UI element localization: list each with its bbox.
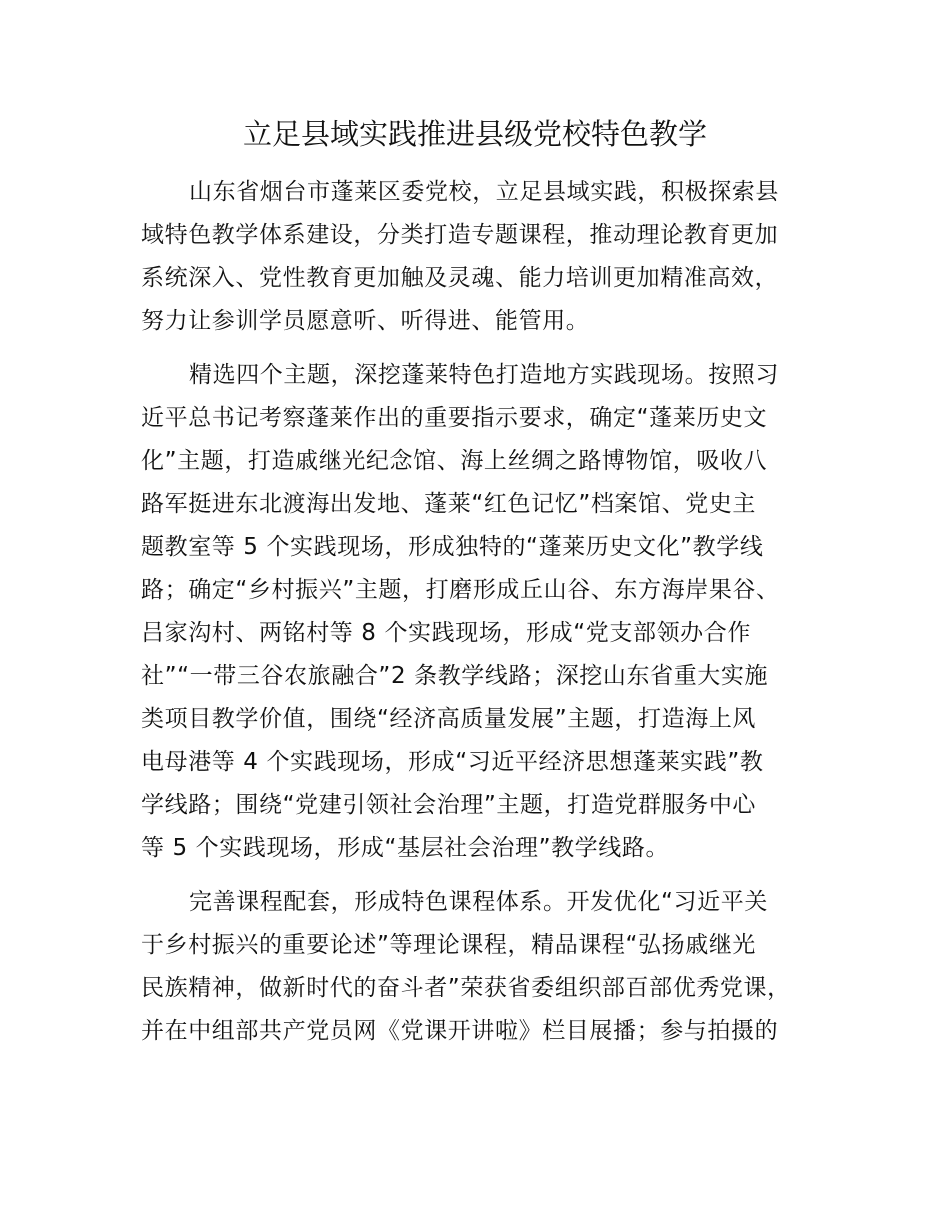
text-line: 路；确定“乡村振兴”主题，打磨形成丘山谷、东方海岸果谷、 [141, 577, 780, 603]
paragraph-course-system [141, 881, 813, 1053]
text-line: 路军挺进东北渡海出发地、蓬莱“红色记忆”档案馆、党史主 [141, 491, 757, 517]
paragraph-intro [141, 171, 813, 343]
text-line: 民族精神，做新时代的奋斗者”荣获省委组织部百部优秀党课， [141, 975, 791, 1001]
text-line: 近平总书记考察蓬莱作出的重要指示要求，确定“蓬莱历史文 [141, 405, 768, 431]
text-line: 电母港等 4 个实践现场，形成“习近平经济思想蓬莱实践”教 [141, 749, 764, 775]
text-line: 学线路；围绕“党建引领社会治理”主题，打造党群服务中心 [141, 792, 757, 818]
text-line: 化”主题，打造戚继光纪念馆、海上丝绸之路博物馆，吸收八 [141, 448, 768, 474]
text-line: 系统深入、党性教育更加触及灵魂、能力培训更加精准高效， [141, 265, 779, 291]
document-title: 立足县域实践推进县级党校特色教学 [242, 117, 707, 151]
text-line: 精选四个主题，深挖蓬莱特色打造地方实践现场。按照习 [189, 362, 779, 388]
text-line: 于乡村振兴的重要论述”等理论课程，精品课程“弘扬戚继光 [141, 932, 757, 958]
text-line: 等 5 个实践现场，形成“基层社会治理”教学线路。 [141, 835, 670, 861]
document-body [141, 171, 813, 1064]
text-line: 域特色教学体系建设，分类打造专题课程，推动理论教育更加 [141, 222, 779, 248]
text-line: 类项目教学价值，围绕“经济高质量发展”主题，打造海上风 [141, 706, 757, 732]
text-line: 山东省烟台市蓬莱区委党校，立足县域实践，积极探索县 [189, 179, 779, 205]
text-line: 完善课程配套，形成特色课程体系。开发优化“习近平关 [189, 889, 768, 915]
text-line: 努力让参训学员愿意听、听得进、能管用。 [141, 308, 590, 334]
text-line: 社”“一带三谷农旅融合”2 条教学线路；深挖山东省重大实施 [141, 663, 769, 689]
text-line: 并在中组部共产党员网《党课开讲啦》栏目展播；参与拍摄的 [141, 1018, 779, 1044]
paragraph-practice-sites [141, 354, 813, 870]
text-line: 题教室等 5 个实践现场，形成独特的“蓬莱历史文化”教学线 [141, 534, 764, 560]
text-line: 吕家沟村、两铭村等 8 个实践现场，形成“党支部领办合作 [141, 620, 751, 646]
